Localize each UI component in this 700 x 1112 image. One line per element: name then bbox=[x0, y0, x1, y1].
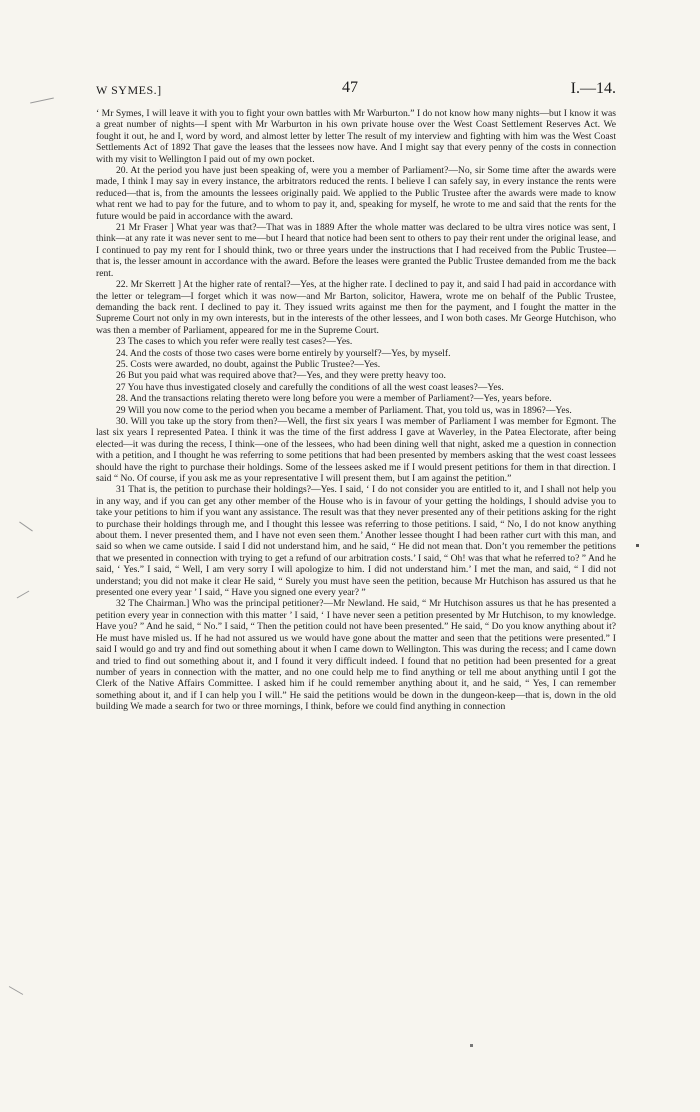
document-body bbox=[96, 108, 616, 713]
margin-mark bbox=[30, 98, 54, 104]
header-witness-name: W SYMES.] bbox=[96, 83, 162, 97]
margin-mark bbox=[19, 522, 33, 532]
paragraph: 23 The cases to which you refer were really test cases?—Yes. bbox=[116, 336, 353, 348]
margin-mark bbox=[470, 1044, 473, 1047]
margin-mark bbox=[17, 591, 30, 599]
paragraph: 32 The Chairman.] Who was the principal petitioner?—Mr Newland. He said, “ Mr Hutchison assures us that he has presented a petition every year in connection with this matter ’ I said, ‘ I have never seen a petition presented by Mr Hutchison, to my knowledge. Have you? ” And he said, “ No.” I said, “ Then the petition could not have been presented.” He said, “ Do you know anything about it? He must have misled us. If he had not assured us we would have gone about the matter and seen that the petitions were presented.” I said I would go and try and find out something about it when I came down to Wellington. This was during the recess; and I came down and tried to find out something about it, and I found it very difficult indeed. I found that no petition had been presented for a great number of years in connection with the matter, and no one could help me to find anything or tell me about anything until I got the Clerk of the Native Affairs Committee. I asked him if he could remember anything about it, and he said, “ Yes, I can remember something about it, and if I can help you I will.” He said the petitions would be down in the dungeon-keep—that is, down in the old building We made a search for two or three mornings, I think, before we could find anything in connection bbox=[96, 598, 616, 713]
paragraph: 22. Mr Skerrett ] At the higher rate of rental?—Yes, at the higher rate. I declined to pay it, and said I had paid in accordance with the letter or telegram—I forget which it was now—and Mr Barton, solicitor, Hawera, wrote me on behalf of the Public Trustee, demanding the back rent. I declined to pay it. They issued writs against me then for the payment, and I fought the matter in the Supreme Court not only in my own interests, but in the interests of the other lessees, and I won both cases. Mr George Hutchison, who was then a member of Parliament, appeared for me in the Supreme Court. bbox=[96, 279, 616, 336]
paragraph: 30. Will you take up the story from then?—Well, the first six years I was member of Parliament I was member for Egmont. The last six years I represented Patea. I think it was the time of the first address I gave at Waverley, in the Patea Electorate, after being elected—it was during the recess, I think—one of the lessees, who had been dining well that night, asked me a question in connection with a petition, and I thought he was referring to some petitions that had been presented by members asking that the west coast lessees should have the right to purchase their holdings. Some of the lessees asked me if I would present petitions for them in that direction. I said “ No. Of course, if you ask me as your representative I will present them, but I am against the petition.” bbox=[96, 415, 616, 484]
paragraph: 20. At the period you have just been speaking of, were you a member of Parliament?—No, sir Some time after the awards were made, I think I may say in every instance, the arbitrators reduced the rents. I believe I can safely say, in every instance the rents were reduced—that is, from the amounts the lessees originally paid. We applied to the Public Trustee after the awards were made to know what rent we had to pay for the future, and to whom to pay it, and, speaking for myself, he wrote to me and said that the rents for the future would be paid in accordance with the award. bbox=[96, 165, 616, 222]
paragraph: 31 That is, the petition to purchase their holdings?—Yes. I said, ‘ I do not consider you are entitled to it, and I shall not help you in any way, and if you can get any other member of the House who is in favour of your getting the holdings, I should advise you to take your petitions to him if you want any assistance. The result was that they never presented any of their petitions asking for the right to purchase their holdings through me, and I thought this lessee was referring to those petitions. I said, “ No, I do not know anything about them. I never presented them, and I have not even seen them.’ Another lessee thought I had been rather curt with this man, and said so when we came outside. I said I did not understand him, and he said, “ He did not mean that. Don’t you remember the petitions that we presented in connection with trying to get a refund of our arbitration costs.’ I said, “ Oh! was that what he referred to? ” And he said, ‘ Yes.” I said, “ Well, I am very sorry I will apologize to him. I did not understand him.’ I met the man, and said, “ I did not understand; you did not make it clear He said, “ Surely you must have seen the petition, because Mr Hutchison has assured us that he presented one every year ’ I said, “ Have you signed one every year? ” bbox=[96, 484, 616, 599]
document-reference: I.—14. bbox=[570, 80, 616, 97]
paragraph: 26 But you paid what was required above that?—Yes, and they were pretty heavy too. bbox=[116, 370, 446, 382]
margin-mark bbox=[9, 986, 23, 995]
paragraph: 24. And the costs of those two cases were borne entirely by yourself?—Yes, by myself. bbox=[116, 347, 451, 359]
paragraph: 21 Mr Fraser ] What year was that?—That was in 1889 After the whole matter was declared to be ultra vires notice was sent, I think—at any rate it was never sent to me—but I heard that notice had been sent to others to pay their rent under the original lease, and I continued to pay my rent for I should think, two or three years under the instructions that I had received from the Public Trustee—that is, the lesser amount in accordance with the award. Before the leases were granted the Public Trustee demanded from me the back rent. bbox=[96, 222, 616, 279]
page-header bbox=[96, 79, 616, 101]
paragraph: 27 You have thus investigated closely and carefully the conditions of all the west coast leases?—Yes. bbox=[116, 381, 504, 393]
margin-mark bbox=[636, 544, 639, 547]
paragraph: 25. Costs were awarded, no doubt, against the Public Trustee?—Yes. bbox=[116, 358, 381, 370]
paragraph: ‘ Mr Symes, I will leave it with you to fight your own battles with Mr Warburton.” I do not know how many nights—but I know it was a great number of nights—I spent with Mr Warburton in his own private house over the West Coast Settlement Reserves Act. We fought it out, he and I, word by word, and almost letter by letter The result of my interview and fighting with him was the West Coast Settlements Act of 1892 That gave the leases that the lessees now have. And I might say that every penny of the costs in connection with my visit to Wellington I paid out of my own pocket. bbox=[96, 108, 616, 165]
page-number: 47 bbox=[342, 79, 358, 96]
paragraph: 28. And the transactions relating thereto were long before you were a member of Parliament?—Yes, years before. bbox=[116, 393, 552, 405]
paragraph: 29 Will you now come to the period when you became a member of Parliament. That, you told us, was in 1896?—Yes. bbox=[116, 404, 572, 416]
